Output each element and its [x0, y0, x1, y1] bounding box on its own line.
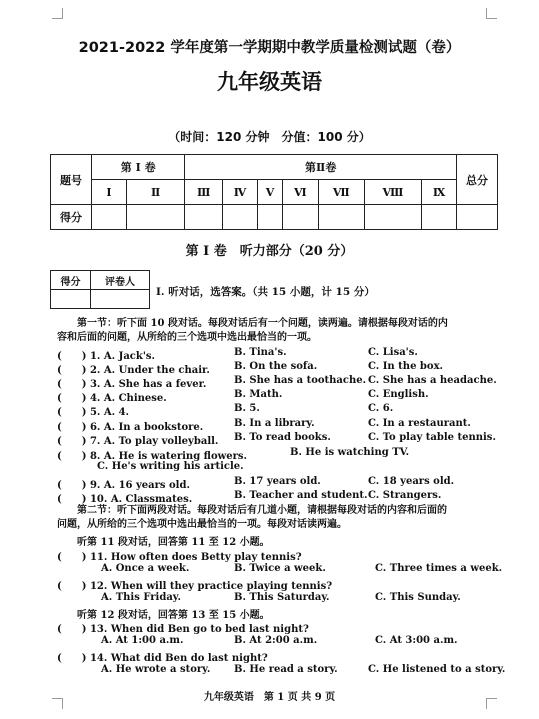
score-table-volume1-header: 第 I 卷 — [92, 155, 185, 180]
question-3[interactable]: ( ) 3. A. She has a fever. B. She has a toothache. C. She has a headache. — [57, 375, 497, 390]
score-cell[interactable] — [258, 205, 283, 230]
score-cell[interactable] — [318, 205, 364, 230]
score-table-col: Ⅷ — [364, 180, 421, 205]
time-and-score: （时间：120 分钟 分值：100 分） — [168, 130, 371, 144]
score-cell[interactable] — [222, 205, 257, 230]
score-table-col: Ⅱ — [126, 180, 184, 205]
question-12-options[interactable]: A. This Friday. B. This Saturday. C. This Sunday. — [101, 592, 461, 603]
score-table-col: I — [92, 180, 127, 205]
score-cell[interactable] — [92, 205, 127, 230]
part-1-heading: I. 听对话，选答案。（共 15 小题，计 15 分） — [156, 286, 375, 298]
instruction-line: 第一节：听下面 10 段对话。每段对话后有一个问题，读两遍。请根据每段对话的内 — [77, 318, 448, 329]
instruction-line: 容和后面的问题，从所给的三个选项中选出最恰当的一项。 — [57, 332, 317, 343]
score-cell[interactable] — [282, 205, 318, 230]
question-7[interactable]: ( ) 7. A. To play volleyball. B. To read books. C. To play table tennis. — [57, 432, 496, 447]
grader-name-cell[interactable] — [90, 290, 149, 309]
question-8[interactable]: ( ) 8. A. He is watering flowers. B. He is watching TV. — [57, 447, 410, 462]
score-table-col: Ⅳ — [222, 180, 257, 205]
crop-mark-top-left — [52, 8, 63, 19]
grader-table — [50, 270, 150, 309]
score-table-col: Ⅸ — [422, 180, 457, 205]
question-11[interactable]: ( ) 11. How often does Betty play tennis? — [57, 552, 302, 563]
score-table-score-label: 得分 — [51, 205, 92, 230]
score-cell[interactable] — [422, 205, 457, 230]
total-score-cell[interactable] — [457, 205, 498, 230]
question-5[interactable]: ( ) 5. A. 4. B. 5. C. 6. — [57, 403, 394, 418]
exam-subject: 九年级英语 — [217, 70, 322, 94]
grader-score-label: 得分 — [51, 271, 91, 290]
question-14-options[interactable]: A. He wrote a story. B. He read a story. C. He listened to a story. — [101, 664, 506, 675]
score-table — [50, 154, 498, 230]
question-6[interactable]: ( ) 6. A. In a bookstore. B. In a library. C. In a restaurant. — [57, 418, 471, 433]
question-13[interactable]: ( ) 13. When did Ben go to bed last night? — [57, 624, 309, 635]
grader-name-label: 评卷人 — [90, 271, 149, 290]
question-4[interactable]: ( ) 4. A. Chinese. B. Math. C. English. — [57, 389, 429, 404]
question-13-options[interactable]: A. At 1:00 a.m. B. At 2:00 a.m. C. At 3:00 a.m. — [101, 635, 458, 646]
score-table-col: V — [258, 180, 283, 205]
score-table-total-header: 总分 — [457, 155, 498, 205]
instruction-line: 第二节：听下面两段对话。每段对话后有几道小题，请根据每段对话的内容和后面的 — [77, 505, 447, 516]
score-table-col: Ⅲ — [185, 180, 223, 205]
section-one-instructions — [57, 317, 497, 345]
question-11-options[interactable]: A. Once a week. B. Twice a week. C. Three times a week. — [101, 563, 503, 574]
score-table-question-header: 题号 — [51, 155, 92, 205]
question-9[interactable]: ( ) 9. A. 16 years old. B. 17 years old. C. 18 years old. — [57, 476, 455, 491]
grader-score-cell[interactable] — [51, 290, 91, 309]
section-two-instructions — [57, 504, 497, 532]
score-cell[interactable] — [364, 205, 421, 230]
score-table-col: Ⅶ — [318, 180, 364, 205]
dialog-12-instruction: 听第 12 段对话，回答第 13 至 15 小题。 — [77, 610, 270, 621]
score-cell[interactable] — [126, 205, 184, 230]
question-2[interactable]: ( ) 2. A. Under the chair. B. On the sofa. C. In the box. — [57, 361, 444, 376]
page-footer: 九年级英语 第 1 页 共 9 页 — [203, 692, 336, 703]
exam-title: 2021-2022 学年度第一学期期中教学质量检测试题（卷） — [78, 40, 461, 56]
instruction-line: 问题，从所给的三个选项中选出最恰当的一项。每段对话读两遍。 — [57, 519, 347, 530]
score-table-volume2-header: 第Ⅱ卷 — [185, 155, 457, 180]
crop-mark-top-right — [486, 8, 497, 19]
score-cell[interactable] — [185, 205, 223, 230]
question-12[interactable]: ( ) 12. When will they practice playing tennis? — [57, 581, 333, 592]
dialog-11-instruction: 听第 11 段对话，回答第 11 至 12 小题。 — [77, 537, 270, 548]
question-1[interactable]: ( ) 1. A. Jack's. B. Tina's. C. Lisa's. — [57, 347, 418, 362]
question-8-option-c[interactable]: C. He's writing his article. — [97, 461, 244, 472]
section-1-title: 第 I 卷 听力部分（20 分） — [185, 244, 354, 259]
question-10[interactable]: ( ) 10. A. Classmates. B. Teacher and student. C. Strangers. — [57, 490, 442, 505]
score-table-col: Ⅵ — [282, 180, 318, 205]
question-14[interactable]: ( ) 14. What did Ben do last night? — [57, 653, 268, 664]
